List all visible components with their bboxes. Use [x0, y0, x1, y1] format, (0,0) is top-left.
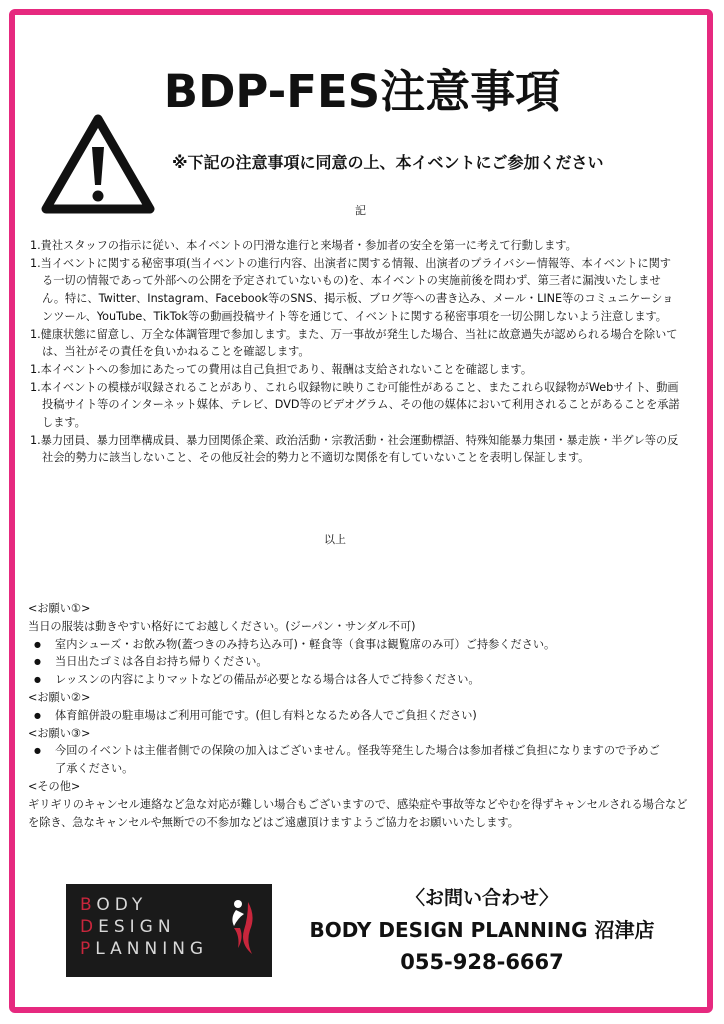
- request-1-heading: <お願い①>: [28, 602, 91, 615]
- request-2-list: [28, 707, 696, 725]
- company-logo: [66, 884, 272, 977]
- list-item: ● 室内シューズ・お飲み物(蓋つきのみ持ち込み可)・軽食等（食事は観覧席のみ可）ご持参ください。: [28, 636, 696, 654]
- contact-name: BODY DESIGN PLANNING 沼津店: [309, 918, 655, 942]
- other-heading: <その他>: [28, 779, 81, 793]
- list-item: ● 今回のイベントは主催者側での保険の加入はございません。怪我等発生した場合は参加者様ご負担になりますので予めご了承ください。: [28, 742, 665, 778]
- rules-list: [30, 237, 680, 467]
- requests-section: [28, 600, 696, 831]
- ki-label: 記: [355, 204, 366, 217]
- contact-block: [290, 882, 674, 978]
- contact-phone: 055-928-6667: [400, 950, 564, 974]
- ijo-label: 以上: [324, 533, 346, 546]
- subtitle: ※下記の注意事項に同意の上、本イベントにご参加ください: [172, 153, 604, 172]
- contact-heading: 〈お問い合わせ〉: [405, 887, 558, 909]
- request-3-list: [28, 742, 696, 778]
- request-2-heading: <お願い②>: [28, 690, 91, 704]
- logo-text: [80, 894, 208, 960]
- other-text: ギリギリのキャンセル連絡など急な対応が難しい場合もございますので、感染症や事故等などやむを得ずキャンセルされる場合などを除き、急なキャンセルや無断での不参加などはご遠慮頂けますようご協力をお願いいたします。: [28, 797, 688, 829]
- request-1-text: 当日の服装は動きやすい格好にてお越しください。(ジーパン・サンダル不可): [28, 619, 416, 633]
- list-item: ● 当日出たゴミは各自お持ち帰りください。: [28, 653, 696, 671]
- logo-line-planning: PLANNING: [80, 939, 209, 959]
- rule-item: 1.健康状態に留意し、万全な体調管理で参加します。また、万一事故が発生した場合、当社に故意過失が認められる場合を除いては、当社がその責任を負いかねることを確認します。: [30, 327, 678, 359]
- list-item: ● レッスンの内容によりマットなどの備品が必要となる場合は各人でご持参ください。: [28, 671, 696, 689]
- logo-line-design: DESIGN: [80, 917, 176, 937]
- logo-line-body: BODY: [80, 895, 148, 915]
- warning-icon: [40, 113, 156, 215]
- page-title: BDP-FES注意事項: [163, 65, 561, 118]
- request-3-heading: <お願い③>: [28, 726, 91, 740]
- rule-item: 1.本イベントの模様が収録されることがあり、これら収録物に映りこむ可能性があること、またこれら収録物がWebサイト、動画投稿サイト等のインターネット媒体、テレビ、DVD等のビデオグラム、その他の媒体において利用されることがあることを承諾します。: [30, 380, 680, 430]
- rule-item: 1.当イベントに関する秘密事項(当イベントの進行内容、出演者に関する情報、出演者のプライバシー情報等、本イベントに関する一切の情報であって外部への公開を予定されていないもの)を、本イベントの実施前後を問わず、第三者に漏洩いたしません。特に、Twitter、Instagram、Facebook等のSNS、掲示板、ブログ等への書き込み、メール・LINE等のコミュニケーションツール、YouTube、TikTok等の動画投稿サイト等を通じて、イベントに関する秘密事項を一切公開しないよう注意します。: [30, 256, 674, 323]
- rule-item: 1.貴社スタッフの指示に従い、本イベントの円滑な進行と来場者・参加者の安全を第一に考えて行動します。: [30, 239, 577, 252]
- figure-logo-icon: [226, 896, 260, 956]
- list-item: ● 体育館併設の駐車場はご利用可能です。(但し有料となるため各人でご負担ください): [28, 707, 696, 725]
- request-1-list: [28, 636, 696, 689]
- rule-item: 1.暴力団員、暴力団準構成員、暴力団関係企業、政治活動・宗教活動・社会運動標語、特殊知能暴力集団・暴走族・半グレ等の反社会的勢力に該当しないこと、その他反社会的勢力と不適切な関係を有していないことを表明し保証します。: [30, 433, 679, 465]
- rule-item: 1.本イベントへの参加にあたっての費用は自己負担であり、報酬は支給されないことを確認します。: [30, 362, 533, 376]
